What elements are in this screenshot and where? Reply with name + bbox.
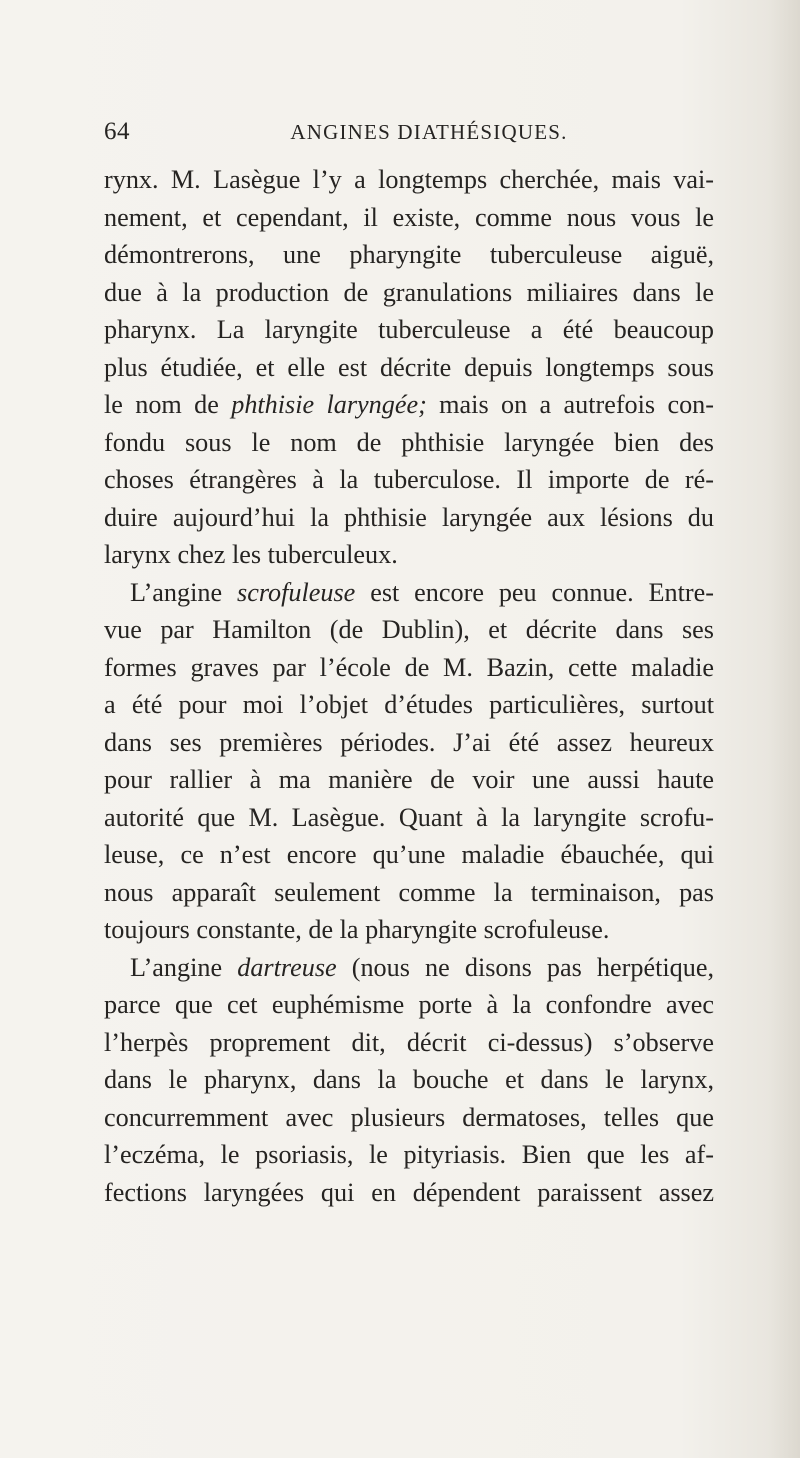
- text-segment: fondu sous le nom de phthisie laryngée bien des: [104, 427, 714, 457]
- text-segment: rynx. M. Lasègue l’y a longtemps cherchée, mais vai-: [104, 165, 714, 194]
- text-line: [104, 461, 714, 499]
- text-line: [104, 986, 714, 1024]
- text-segment: choses étrangères à la tuberculose. Il importe de ré-: [104, 465, 714, 494]
- text-line: [104, 836, 714, 874]
- text-line: [104, 199, 714, 237]
- text-line: [104, 686, 714, 724]
- text-segment: pour rallier à ma manière de voir une aussi haute: [104, 765, 714, 794]
- text-segment: L’angine: [130, 577, 237, 607]
- italic-term: phthisie laryngée;: [231, 390, 427, 419]
- text-line: [104, 161, 714, 199]
- text-line: [104, 499, 714, 537]
- text-segment: fections laryngées qui en dépendent paraissent assez: [104, 1177, 714, 1207]
- text-segment: démontrerons, une pharyngite tuberculeuse aiguë,: [104, 240, 714, 269]
- text-line: [104, 311, 714, 349]
- text-line: [104, 536, 714, 574]
- text-segment: le nom de: [104, 390, 232, 419]
- text-segment: autorité que M. Lasègue. Quant à la laryngite scrofu-: [104, 802, 714, 832]
- text-segment: vue par Hamilton (de Dublin), et décrite dans ses: [104, 615, 714, 644]
- text-line: [104, 874, 714, 912]
- text-line: [104, 949, 714, 987]
- text-segment: due à la production de granulations miliaires dans le: [104, 277, 714, 307]
- text-segment: parce que cet euphémisme porte à la confondre avec: [104, 990, 714, 1019]
- text-line: [104, 799, 714, 837]
- text-segment: L’angine: [130, 952, 238, 982]
- text-segment: nement, et cependant, il existe, comme nous vous le: [104, 202, 714, 232]
- text-segment: l’eczéma, le psoriasis, le pityriasis. Bien que les af-: [104, 1140, 714, 1169]
- text-line: [104, 1099, 714, 1137]
- text-segment: a été pour moi l’objet d’études particulières, surtout: [104, 690, 714, 719]
- text-segment: dans le pharynx, dans la bouche et dans le larynx,: [104, 1065, 714, 1094]
- text-line: [104, 574, 714, 612]
- page-number: 64: [104, 118, 130, 145]
- text-line: [104, 349, 714, 387]
- text-line: [104, 1061, 714, 1099]
- text-line: [104, 424, 714, 462]
- italic-term: scrofuleuse: [237, 577, 356, 607]
- text-line: [104, 386, 714, 424]
- text-line: [104, 611, 714, 649]
- text-line: [104, 724, 714, 762]
- text-segment: formes graves par l’école de M. Bazin, cette maladie: [104, 652, 714, 682]
- text-segment: (nous ne disons pas herpétique,: [336, 952, 714, 982]
- text-segment: leuse, ce n’est encore qu’une maladie ébauchée, qui: [104, 840, 714, 869]
- text-segment: mais on a autrefois con-: [426, 390, 714, 419]
- text-segment: plus étudiée, et elle est décrite depuis longtemps sous: [104, 352, 714, 382]
- text-line: [104, 761, 714, 799]
- page-header: [104, 116, 714, 148]
- text-segment: pharynx. La laryngite tuberculeuse a été beaucoup: [104, 315, 714, 344]
- text-segment: duire aujourd’hui la phthisie laryngée aux lésions du: [104, 502, 714, 532]
- text-line: [104, 911, 714, 949]
- text-segment: l’herpès proprement dit, décrit ci-dessus) s’observe: [104, 1027, 714, 1057]
- text-segment: concurremment avec plusieurs dermatoses, telles que: [104, 1102, 714, 1132]
- text-line: [104, 1024, 714, 1062]
- text-line: [104, 1136, 714, 1174]
- text-segment: toujours constante, de la pharyngite scrofuleuse.: [104, 915, 610, 944]
- text-line: [104, 1174, 714, 1212]
- text-segment: dans ses premières périodes. J’ai été assez heureux: [104, 727, 714, 757]
- running-title: ANGINES DIATHÉSIQUES.: [290, 120, 568, 144]
- italic-term: dartreuse: [237, 952, 337, 982]
- text-segment: larynx chez les tuberculeux.: [104, 540, 398, 569]
- text-line: [104, 274, 714, 312]
- text-line: [104, 236, 714, 274]
- text-segment: est encore peu connue. Entre-: [355, 577, 714, 607]
- text-segment: nous apparaît seulement comme la terminaison, pas: [104, 877, 714, 907]
- text-line: [104, 649, 714, 687]
- body-text: [104, 161, 714, 1211]
